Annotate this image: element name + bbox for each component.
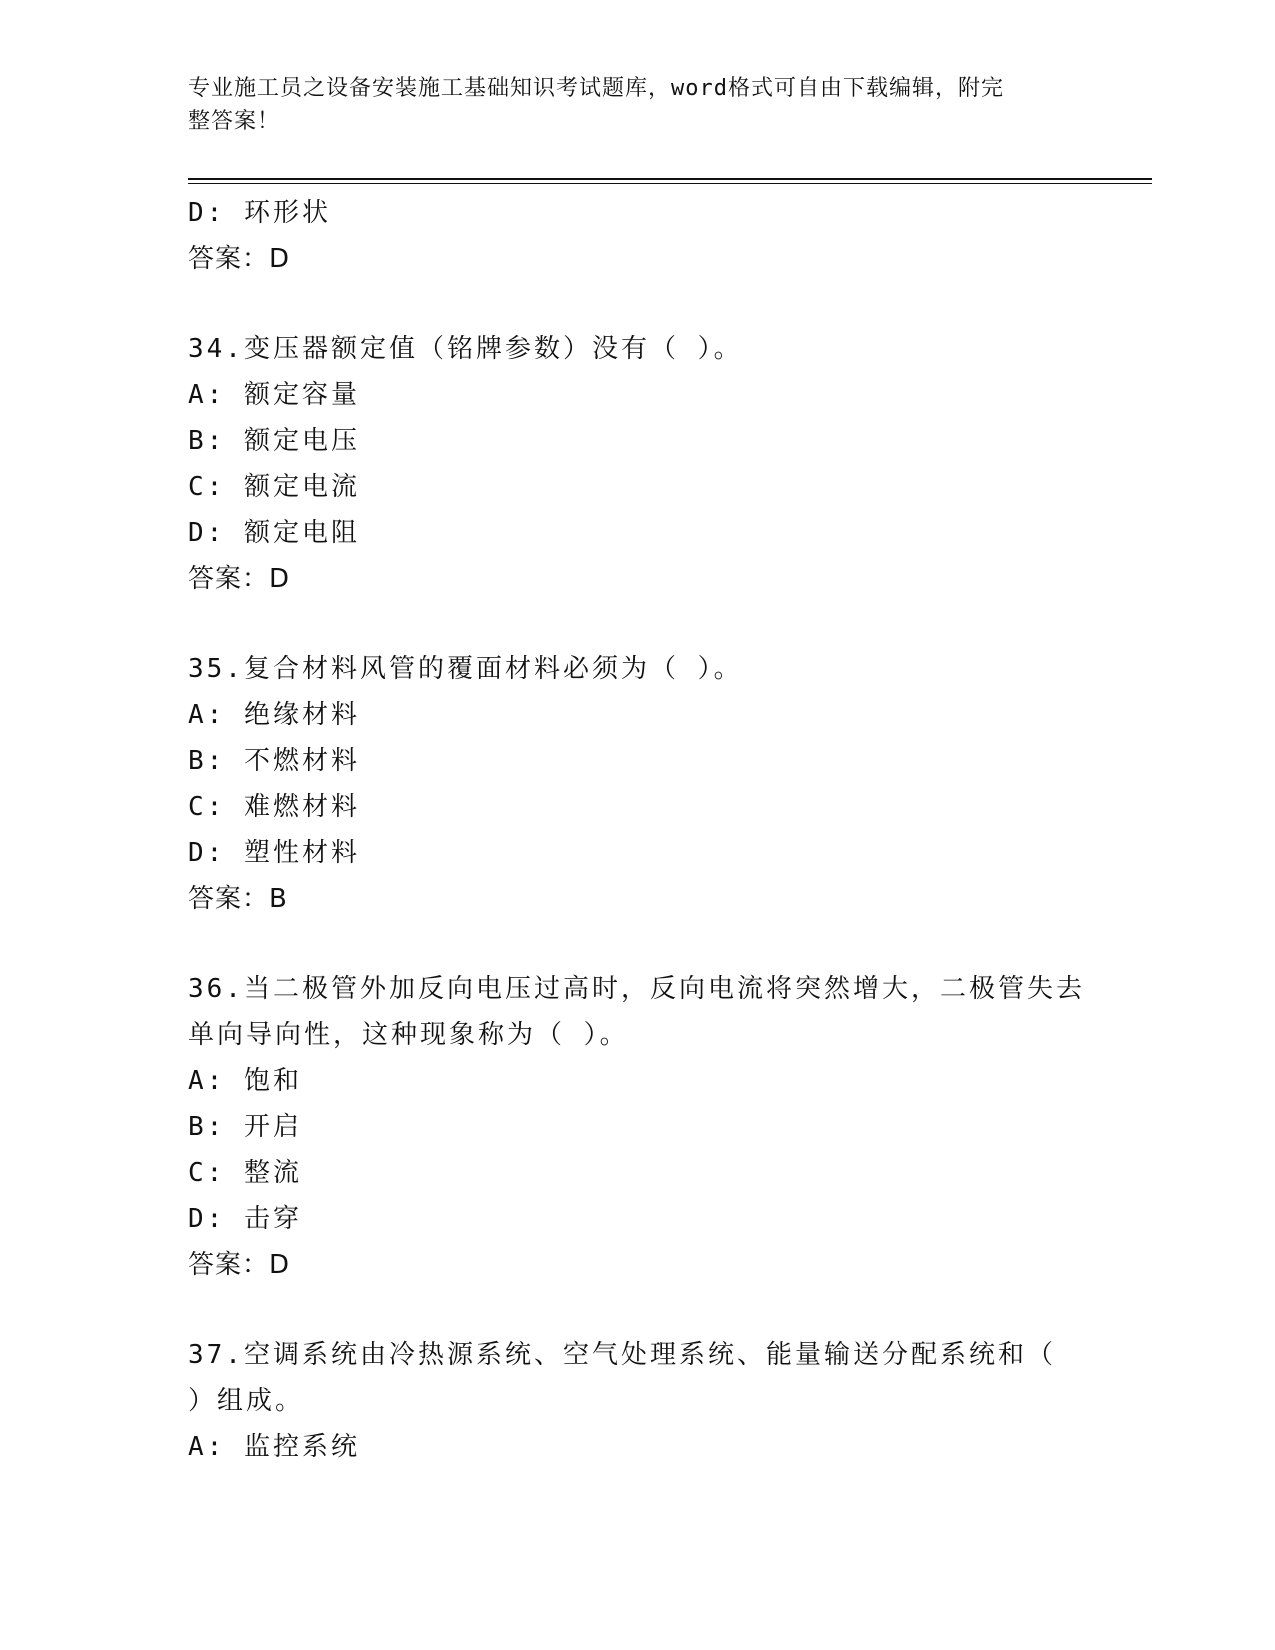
question-34 [188,326,1148,602]
answer: 答案：D [188,1250,291,1280]
question-spacer [188,1288,1148,1332]
option-a: A: 额定容量 [188,380,360,410]
header-title-line-1: 专业施工员之设备安装施工基础知识考试题库，word格式可自由下载编辑，附完 [188,76,1004,101]
option-c: C: 额定电流 [188,472,360,502]
option-c: C: 难燃材料 [188,792,360,822]
question-stem-line-2: ）组成。 [188,1386,305,1416]
option-d: D: 塑性材料 [188,838,360,868]
option-c: C: 整流 [188,1158,302,1188]
option-b: B: 不燃材料 [188,746,360,776]
option-d: D: 击穿 [188,1204,302,1234]
option-a: A: 绝缘材料 [188,700,360,730]
question-stem-line-2: 单向导向性，这种现象称为（ ）。 [188,1020,629,1050]
document-header [188,72,1088,138]
question-spacer [188,602,1148,646]
header-divider [188,178,1152,180]
option-b: B: 开启 [188,1112,302,1142]
question-stem: 35.复合材料风管的覆面材料必须为（ ）。 [188,654,743,684]
header-title-line-2: 整答案！ [188,109,281,134]
question-stem: 34.变压器额定值（铭牌参数）没有（ ）。 [188,334,743,364]
option-a: A: 饱和 [188,1066,302,1096]
header-divider-thin [188,183,1152,184]
question-35 [188,646,1148,922]
question-stem-line-1: 36.当二极管外加反向电压过高时，反向电流将突然增大，二极管失去 [188,974,1085,1004]
answer: 答案：B [188,884,288,914]
question-spacer [188,922,1148,966]
carryover-answer: 答案：D [188,244,291,274]
option-a: A: 监控系统 [188,1432,360,1462]
question-37 [188,1332,1148,1470]
answer: 答案：D [188,564,291,594]
question-list [188,190,1148,1470]
option-b: B: 额定电压 [188,426,360,456]
carryover-option-d: D: 环形状 [188,198,331,228]
question-36 [188,966,1148,1288]
question-stem-line-1: 37.空调系统由冷热源系统、空气处理系统、能量输送分配系统和（ [188,1340,1056,1370]
option-d: D: 额定电阻 [188,518,360,548]
question-spacer [188,282,1148,326]
